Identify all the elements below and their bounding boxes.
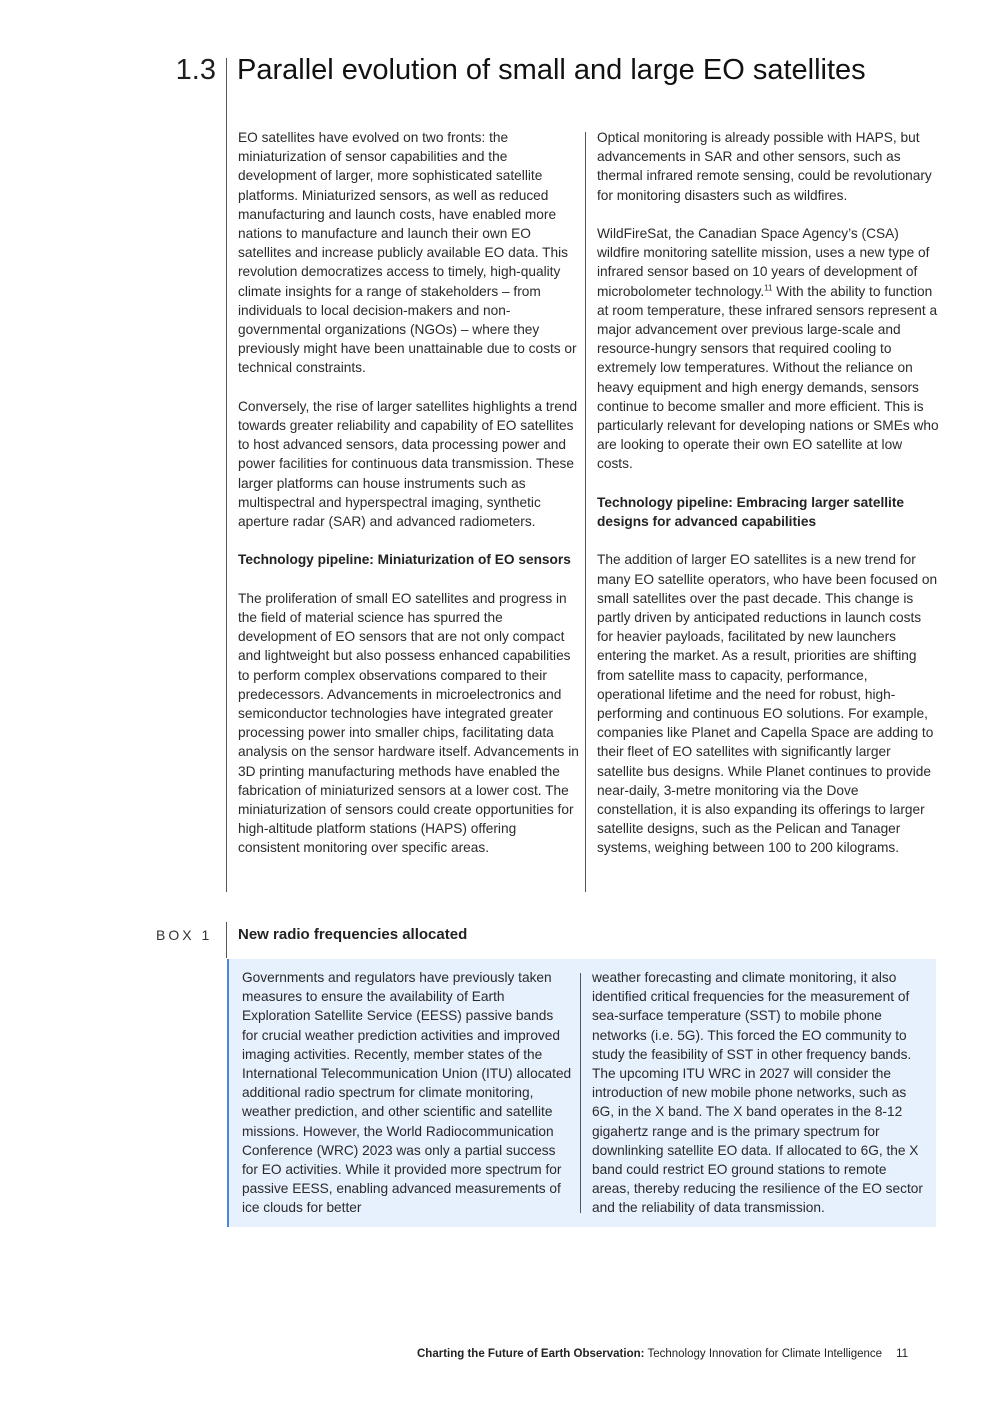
right-text-column	[597, 128, 939, 877]
right-paragraph-2-end: With the ability to function at room temperature, these infrared sensors represent a major advancement over previous large-scale and resource-hungry sensors that required cooling to extremely low temperatures. Without the reliance on heavy equipment and high energy demands, sensors continue to become smaller and more efficient. This is particularly relevant for developing nations or SMEs who are looking to operate their own EO satellite at low costs.	[597, 283, 939, 472]
page-number: 11	[896, 1348, 909, 1360]
right-paragraph-3: The addition of larger EO satellites is a new trend for many EO satellite operators, who have been focused on small satellites over the past decade. This change is partly driven by anticipated reductions in launch costs for heavier payloads, facilitated by new launchers entering the market. As a result, priorities are shifting from satellite mass to capacity, performance, operational lifetime and the need for robust, high-performing and continuous EO solutions. For example, companies like Planet and Capella Space are adding to their fleet of EO satellites with significantly larger satellite bus designs. While Planet continues to provide near-daily, 3-metre monitoring via the Dove constellation, it is also expanding its offerings to larger satellite designs, such as the Pelican and Tanager systems, weighing between 100 to 200 kilograms.	[597, 552, 938, 856]
left-text-column	[238, 128, 580, 877]
box-column-divider	[580, 973, 581, 1213]
right-paragraph-2	[597, 224, 939, 474]
right-subheading-larger-satellites: Technology pipeline: Embracing larger satellite designs for advanced capabilities	[597, 494, 905, 530]
left-paragraph-3: The proliferation of small EO satellites and progress in the field of material science has spurred the development of EO sensors that are not only compact and lightweight but also possess enhanced capabilities to perform complex observations compared to their predecessors. Advancements in microelectronics and semiconductor technologies have integrated greater processing power into smaller chips, facilitating data analysis on the sensor hardware itself. Advancements in 3D printing manufacturing methods have enabled the fabrication of miniaturized sensors at a lower cost. The miniaturization of sensors could create opportunities for high-altitude platform stations (HAPS) offering consistent monitoring over specific areas.	[238, 590, 579, 856]
left-subheading-miniaturization: Technology pipeline: Miniaturization of EO sensors	[238, 552, 571, 568]
footer-title-bold: Charting the Future of Earth Observation:	[417, 1348, 645, 1360]
box-left-paragraph: Governments and regulators have previously taken measures to ensure the availability of Earth Exploration Satellite Service (EESS) passive bands for crucial weather prediction activities and improved imaging activities. Recently, member states of the International Telecommunication Union (ITU) allocated additional radio spectrum for climate monitoring, weather prediction, and other scientific and satellite missions. However, the World Radiocommunication Conference (WRC) 2023 was only a partial success for EO activities. While it provided more spectrum for passive EESS, enabling advanced measurements of ice clouds for better	[242, 970, 572, 1216]
right-paragraph-2-start: WildFireSat, the Canadian Space Agency’s (CSA) wildfire monitoring satellite mission, uses a new type of infrared sensor based on 10 years of development of microbolometer technology.	[597, 226, 930, 299]
page-footer	[417, 1345, 933, 1363]
box-left-column	[242, 968, 572, 1218]
box-right-column	[592, 968, 924, 1218]
section-number: 1.3	[175, 54, 216, 86]
right-paragraph-1: Optical monitoring is already possible with HAPS, but advancements in SAR and other sensors, such as thermal infrared remote sensing, could be revolutionary for monitoring disasters such as wildfires.	[597, 130, 932, 203]
footer-title-rest: Technology Innovation for Climate Intelligence	[644, 1348, 883, 1360]
footnote-reference[interactable]: 11	[764, 283, 773, 293]
section-title: Parallel evolution of small and large EO satellites	[237, 54, 866, 86]
section-divider-line	[226, 58, 227, 892]
box-divider-line	[226, 922, 227, 958]
left-paragraph-2: Conversely, the rise of larger satellites highlights a trend towards greater reliability and capability of EO satellites to host advanced sensors, data processing power and power facilities for continuous data transmission. These larger platforms can house instruments such as multispectral and hyperspectral imaging, synthetic aperture radar (SAR) and advanced radiometers.	[238, 398, 578, 530]
column-divider	[585, 132, 586, 892]
box-label: BOX 1	[156, 927, 213, 943]
info-box	[227, 959, 936, 1227]
left-paragraph-1: EO satellites have evolved on two fronts: the miniaturization of sensor capabilities and the development of larger, more sophisticated satellite platforms. Miniaturized sensors, as well as reduced manufacturing and launch costs, have enabled more nations to manufacture and launch their own EO satellites and increase publicly available EO data. This revolution democratizes access to timely, high-quality climate insights for a range of stakeholders – from individuals to local decision-makers and non-governmental organizations (NGOs) – where they previously might have been unattainable due to costs or technical constraints.	[238, 130, 577, 376]
box-title: New radio frequencies allocated	[238, 926, 468, 943]
box-right-paragraph: weather forecasting and climate monitoring, it also identified critical frequencies for the measurement of sea-surface temperature (SST) to mobile phone networks (i.e. 5G). This forced the EO community to study the feasibility of SST in other frequency bands. The upcoming ITU WRC in 2027 will consider the introduction of new mobile phone networks, such as 6G, in the X band. The X band operates in the 8-12 gigahertz range and is the primary spectrum for downlinking satellite EO data. If allocated to 6G, the X band could restrict EO ground stations to remote areas, thereby reducing the resilience of the EO sector and the reliability of data transmission.	[592, 970, 923, 1216]
